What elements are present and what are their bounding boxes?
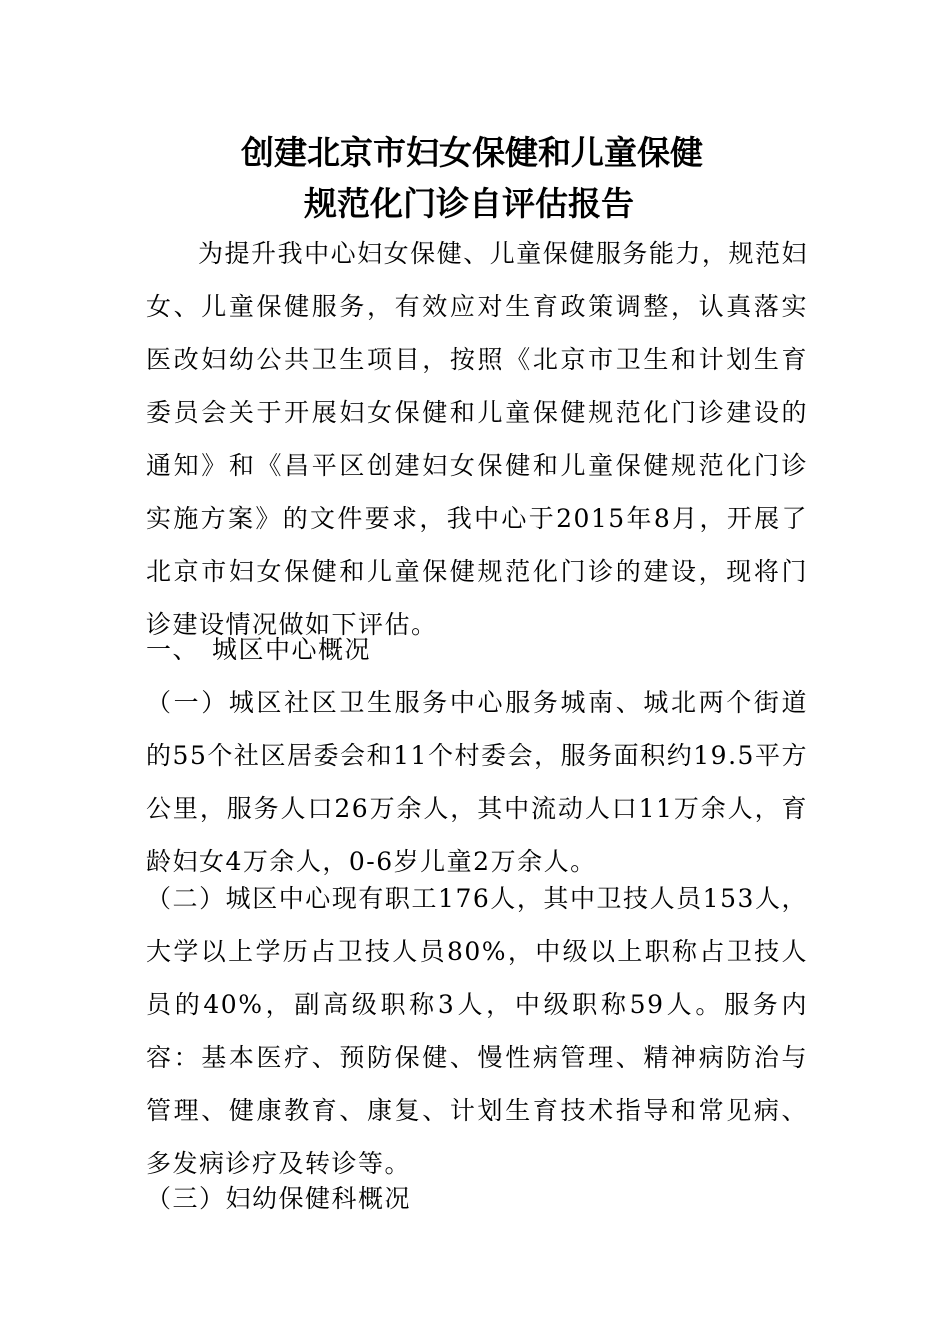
subsection-1-paragraph: （一）城区社区卫生服务中心服务城南、城北两个街道的55个社区居委会和11个村委会，服务面积约19.5平方公里，服务人口26万余人，其中流动人口11万余人，育龄妇女4万余人，0-6岁儿童2万余人。 xyxy=(146,688,808,876)
document-title-line-2: 规范化门诊自评估报告 xyxy=(304,184,634,223)
section-1-heading xyxy=(146,623,546,676)
document-title-line-1: 创建北京市妇女保健和儿童保健 xyxy=(241,133,703,172)
subsection-3-heading: （三）妇幼保健科概况 xyxy=(146,1184,412,1213)
section-1-title: 城区中心概况 xyxy=(212,635,372,664)
subsection-2-paragraph: （二）城区中心现有职工176人，其中卫技人员153人，大学以上学历占卫技人员80%，中级以上职称占卫技人员的40%，副高级职称3人，中级职称59人。服务内容：基本医疗、预防保健、慢性病管理、精神病防治与管理、健康教育、康复、计划生育技术指导和常见病、多发病诊疗及转诊等。 xyxy=(146,884,808,1178)
section-1-number: 一、 xyxy=(146,635,200,664)
intro-paragraph: 为提升我中心妇女保健、儿童保健服务能力，规范妇女、儿童保健服务，有效应对生育政策调整，认真落实医改妇幼公共卫生项目，按照《北京市卫生和计划生育委员会关于开展妇女保健和儿童保健规范化门诊建设的通知》和《昌平区创建妇女保健和儿童保健规范化门诊实施方案》的文件要求，我中心于2015年8月，开展了北京市妇女保健和儿童保健规范化门诊的建设，现将门诊建设情况做如下评估。 xyxy=(146,239,808,639)
